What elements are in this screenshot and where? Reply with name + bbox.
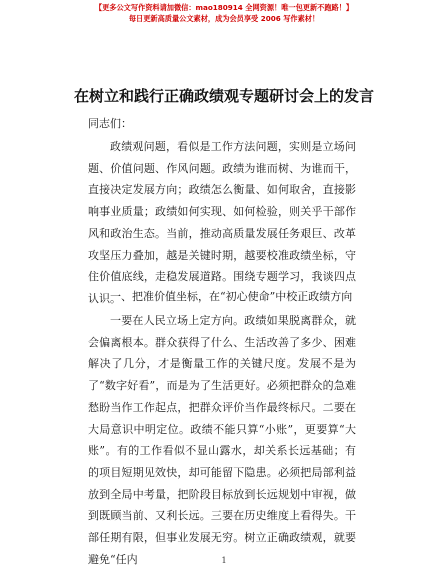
promo-banner-line-2: 每日更新高质量公文素材，成为会员享受 2006 写作素材！ [128, 14, 320, 23]
document-title: 在树立和践行正确政绩观专题研讨会上的发言 [73, 87, 374, 105]
promo-banner-line-1: 【更多公文写作资料请加微信：mao180914 全网资源！唯一包更新不跑路！】 [94, 3, 354, 12]
paragraph-intro: 政绩观问题，看似是工作方法问题，实则是立场问题、价值问题、作风问题。政绩为谁而树、为谁而干，直接决定发展方向；政绩怎么衡量、如何取舍，直接影响事业质量；政绩如何实现、如何检验，则关乎干部作风和政治生态。当前，推动高质量发展任务艰巨、改革攻坚压力叠加，越是关键时期，越要校准政绩坐标，守住价值底线，走稳发展道路。围绕专题学习，我谈四点认识。 [88, 140, 356, 305]
page-number: 1 [221, 556, 227, 565]
paragraph-section-1: 一要在人民立场上定方向。政绩如果脱离群众，就会偏离根本。群众获得了什么、生活改善了多少、困难解决了几分，才是衡量工作的关键尺度。发展不是为了“数字好看”，而是为了生活更好。必须把群众的急难愁盼当作工作起点，把群众评价当作最终标尺。二要在大局意识中明定位。政绩不能只算“小账”，更要算“大账”。有的工作看似不显山露水，却关系长远基础；有的项目短期见效快，却可能留下隐患。必须把局部利益放到全局中考量，把阶段目标放到长远规划中审视，做到既顾当前、又利长远。三要在历史维度上看得失。干部任期有限，但事业发展无穷。树立正确政绩观，就要避免“任内 [88, 314, 356, 566]
section-heading-1: 一、把准价值坐标，在“初心使命”中校正政绩方向 [110, 290, 353, 303]
greeting: 同志们： [88, 117, 132, 130]
